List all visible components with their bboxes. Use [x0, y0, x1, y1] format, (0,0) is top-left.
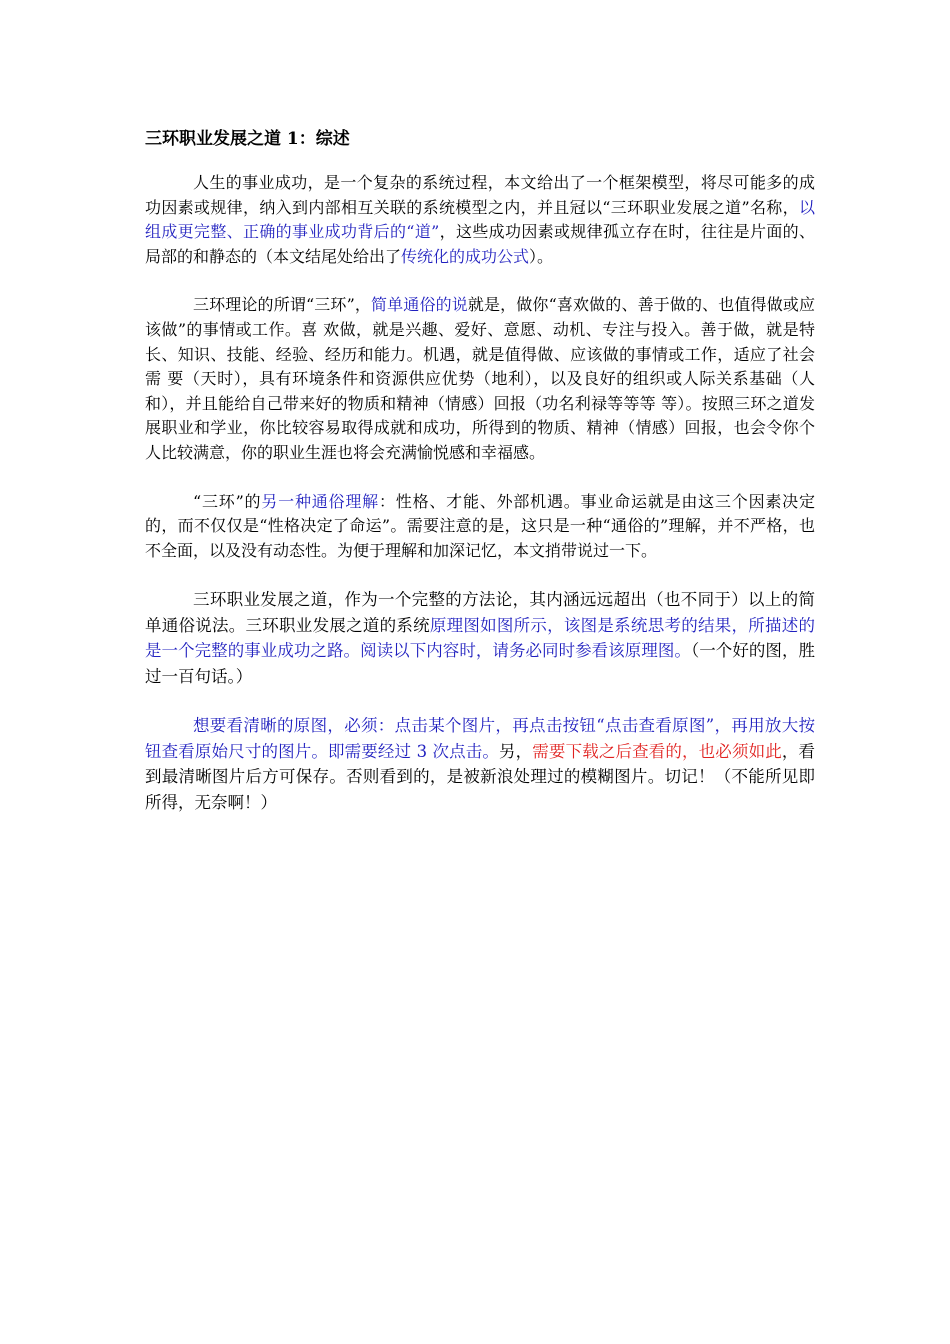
text-segment: ，看到最清晰图片后方可保存。否则看到的，是被新浪处理过的模糊图片。切记！（不能所见即所得，无奈啊！） — [145, 741, 815, 812]
warning-segment: 需要下载之后查看的，也必须如此 — [532, 741, 782, 761]
text-segment: 人生的事业成功，是一个复杂的系统过程，本文给出了一个框架模型，将尽可能多的成功因素或规律，纳入到内部相互关联的系统模型之内，并且冠以“三环职业发展之道”名称， — [145, 173, 815, 217]
text-segment: “三环”的 — [193, 491, 262, 511]
highlight-segment: 想要看清晰的原图，必须：点击某个图片，再点击按钮“点击查看原图”，再用放大按钮查看原始尺寸的图片。即需要经过 3 次点击。 — [145, 716, 815, 761]
text-segment: 三环职业发展之道，作为一个完整的方法论，其内涵远远超出（也不同于）以上的简单通俗说法。三环职业发展之道的系统 — [145, 590, 815, 635]
text-segment: 另， — [499, 741, 533, 761]
highlight-segment: 简单通俗的说 — [371, 295, 468, 315]
highlight-segment: 以组成更完整、正确的事业成功背后的“道” — [145, 197, 815, 242]
highlight-segment: 另一种通俗理解 — [261, 491, 379, 511]
paragraph-three-rings — [145, 293, 815, 465]
text-segment: ：性格、才能、外部机遇。事业命运就是由这三个因素决定的，而不仅仅是“性格决定了命运”。需要注意的是，这只是一种“通俗的”理解，并不严格，也不全面，以及没有动态性。为便于理解和加深记忆，本文捎带说过一下。 — [145, 491, 815, 560]
paragraph-alternate-understanding — [145, 490, 815, 564]
document-title: 三环职业发展之道 1：综述 — [145, 129, 350, 149]
paragraph-overview — [145, 171, 815, 269]
paragraph-methodology — [145, 587, 815, 689]
text-segment: ）。 — [529, 246, 554, 266]
text-segment: （一个好的图，胜过一百句话。） — [145, 641, 816, 686]
text-segment: ，这些成功因素或规律孤立存在时，往往是片面的、局部的和静态的（本文结尾处给出了 — [145, 222, 815, 266]
highlight-segment: 原理图如图所示，该图是系统思考的结果，所描述的是一个完整的事业成功之路。阅读以下内容时，请务必同时参看该原理图。 — [145, 615, 816, 661]
highlight-segment: 传统化的成功公式 — [401, 246, 530, 266]
document-page — [145, 125, 815, 839]
text-segment: 就是，做你“喜欢做的、善于做的、也值得做或应该做”的事情或工作。喜 欢做，就是兴趣、爱好、意愿、动机、专注与投入。善于做，就是特长、知识、技能、经验、经历和能力。机遇，就是值得做、应该做的事情或工作，适应了社会需 要（天时），具有环境条件和资源供应优势（地利），以及良好的组织或人际关系基础（人和），并且能给自己带来好的物质和精神（情感）回报（功名利禄等等等 等）。按照三环之道发展职业和学业，你比较容易取得成就和成功，所得到的物质、精神（情感）回报，也会令你个人比较满意，你的职业生涯也将会充满愉悦感和幸福感。 — [145, 295, 815, 462]
paragraph-image-instructions — [145, 713, 815, 815]
text-segment: 三环理论的所谓“三环”， — [193, 295, 372, 315]
